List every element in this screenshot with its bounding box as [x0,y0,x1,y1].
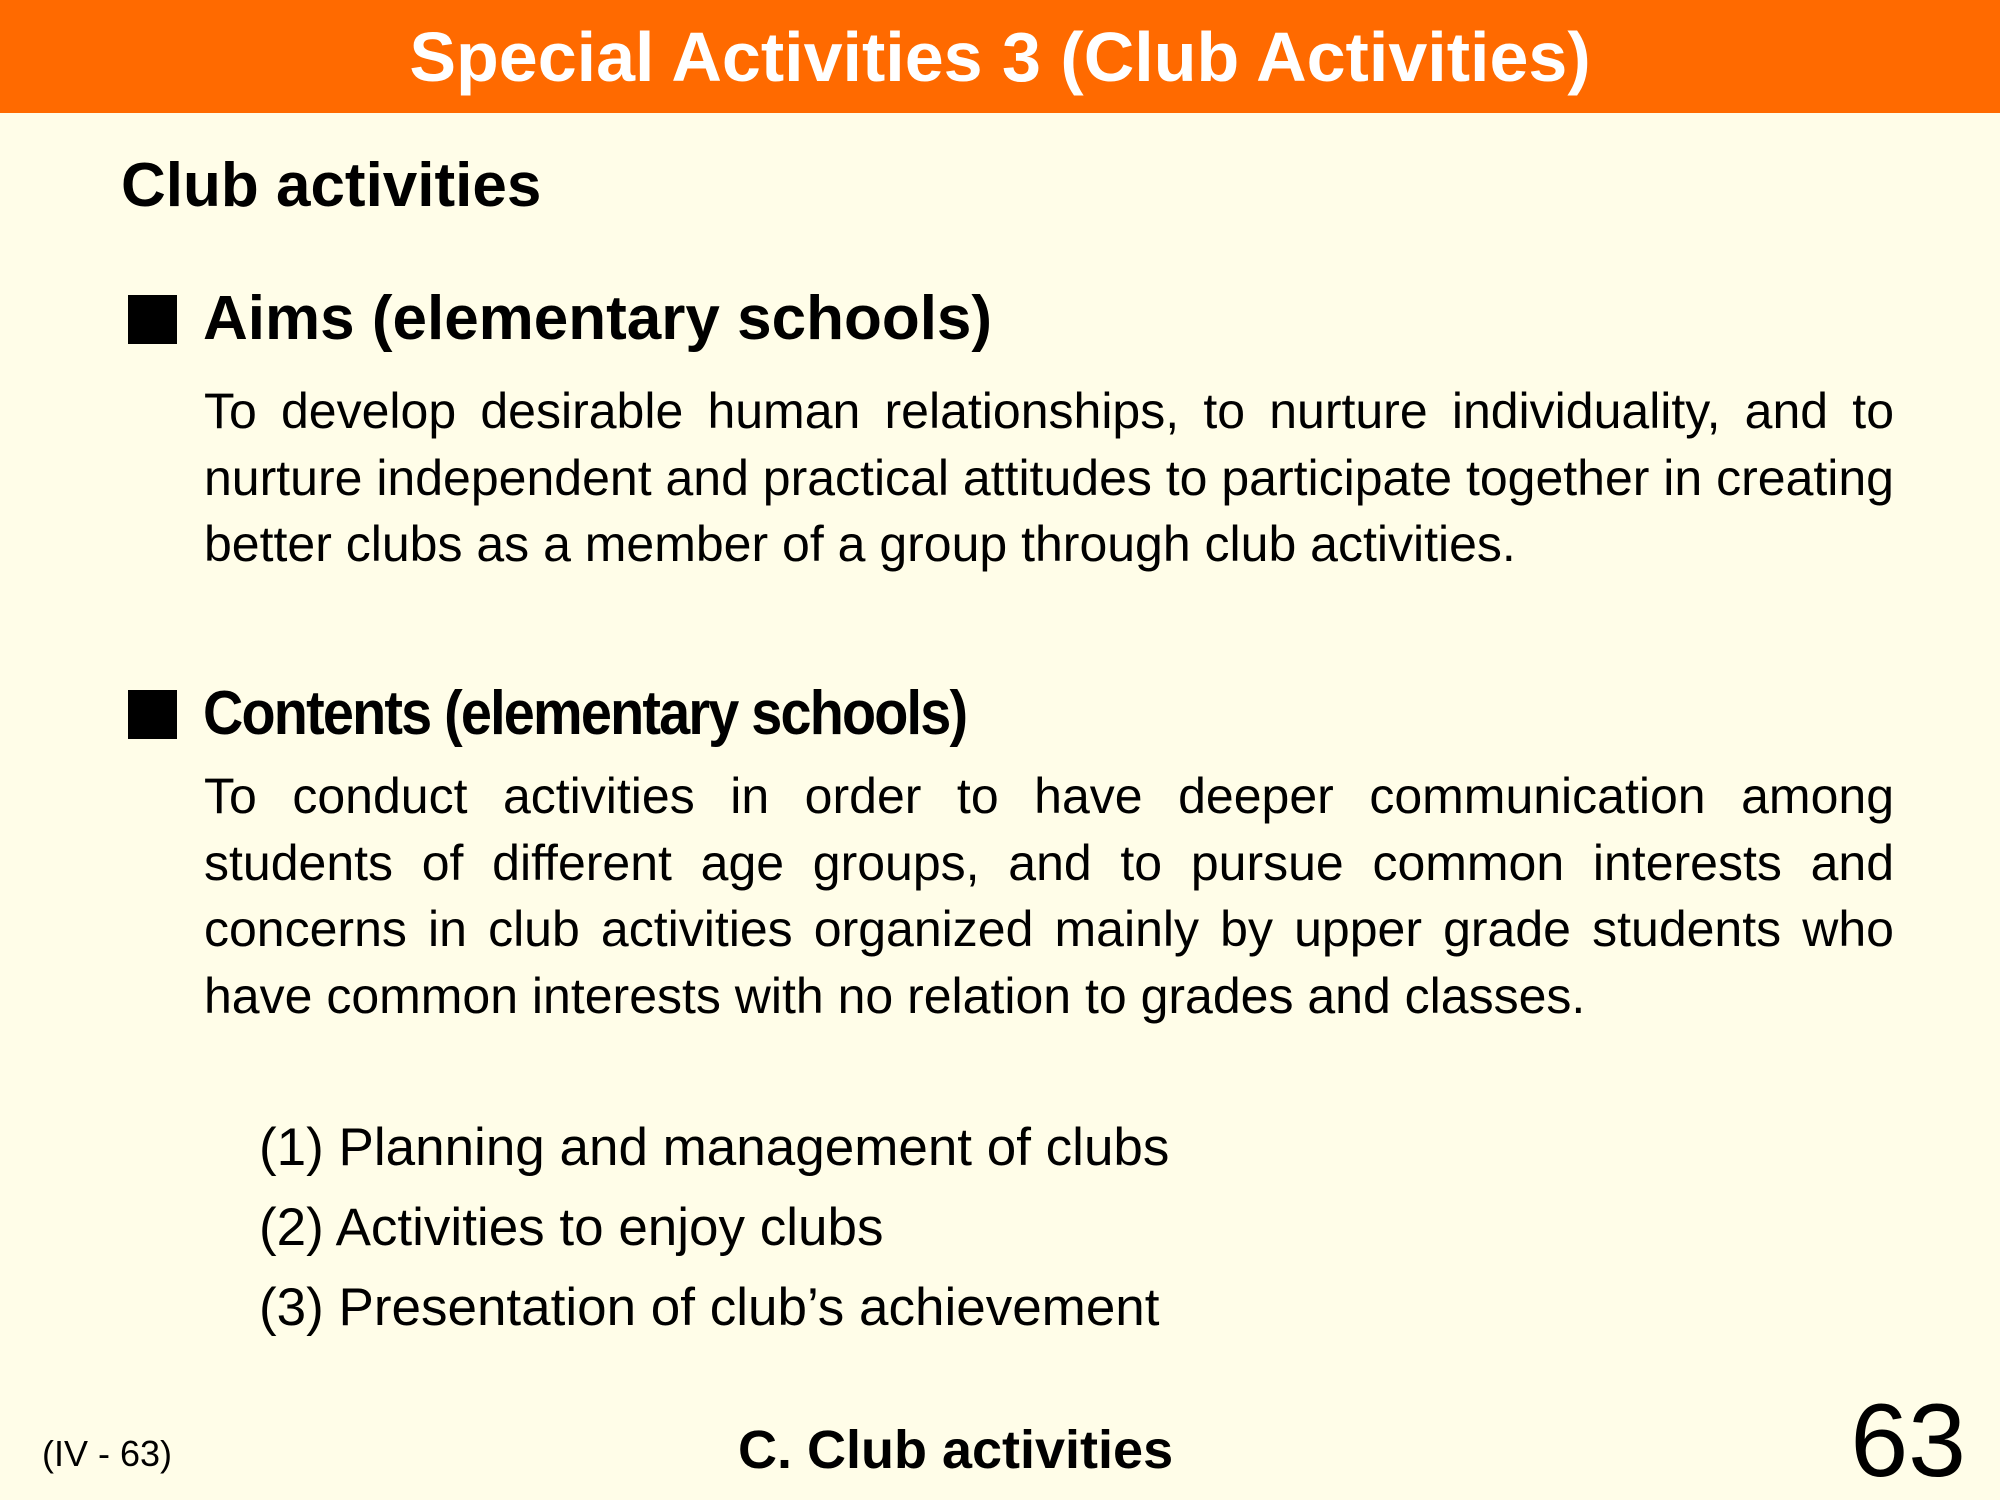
footer-reference: (IV - 63) [42,1433,173,1474]
slide-title: Special Activities 3 (Club Activities) [409,17,1591,96]
contents-item-list [259,1108,1169,1348]
section-title: Club activities [121,151,542,220]
aims-heading [128,282,992,356]
aims-heading-text: Aims (elementary schools) [203,284,993,353]
contents-heading-text: Contents (elementary schools) [203,679,967,748]
footer-section-label: C. Club activities [738,1420,1174,1480]
header-bar [0,0,2000,113]
list-item: (2) Activities to enjoy clubs [259,1198,884,1257]
list-item: (1) Planning and management of clubs [259,1118,1170,1177]
list-item: (3) Presentation of club’s achievement [259,1278,1160,1337]
black-square-icon [128,690,177,739]
contents-heading [128,677,1051,751]
page-number: 63 [1850,1383,1966,1499]
black-square-icon [128,295,177,344]
aims-paragraph: To develop desirable human relationships, to nurture individuality, and to nurture independent and practical attitudes to participate together in creating better clubs as a member of a group through club activities. [204,383,1894,572]
contents-paragraph: To conduct activities in order to have deeper communication among students of different age groups, and to pursue common interests and concerns in club activities organized mainly by upper grade students who have common interests with no relation to grades and classes. [204,768,1894,1024]
